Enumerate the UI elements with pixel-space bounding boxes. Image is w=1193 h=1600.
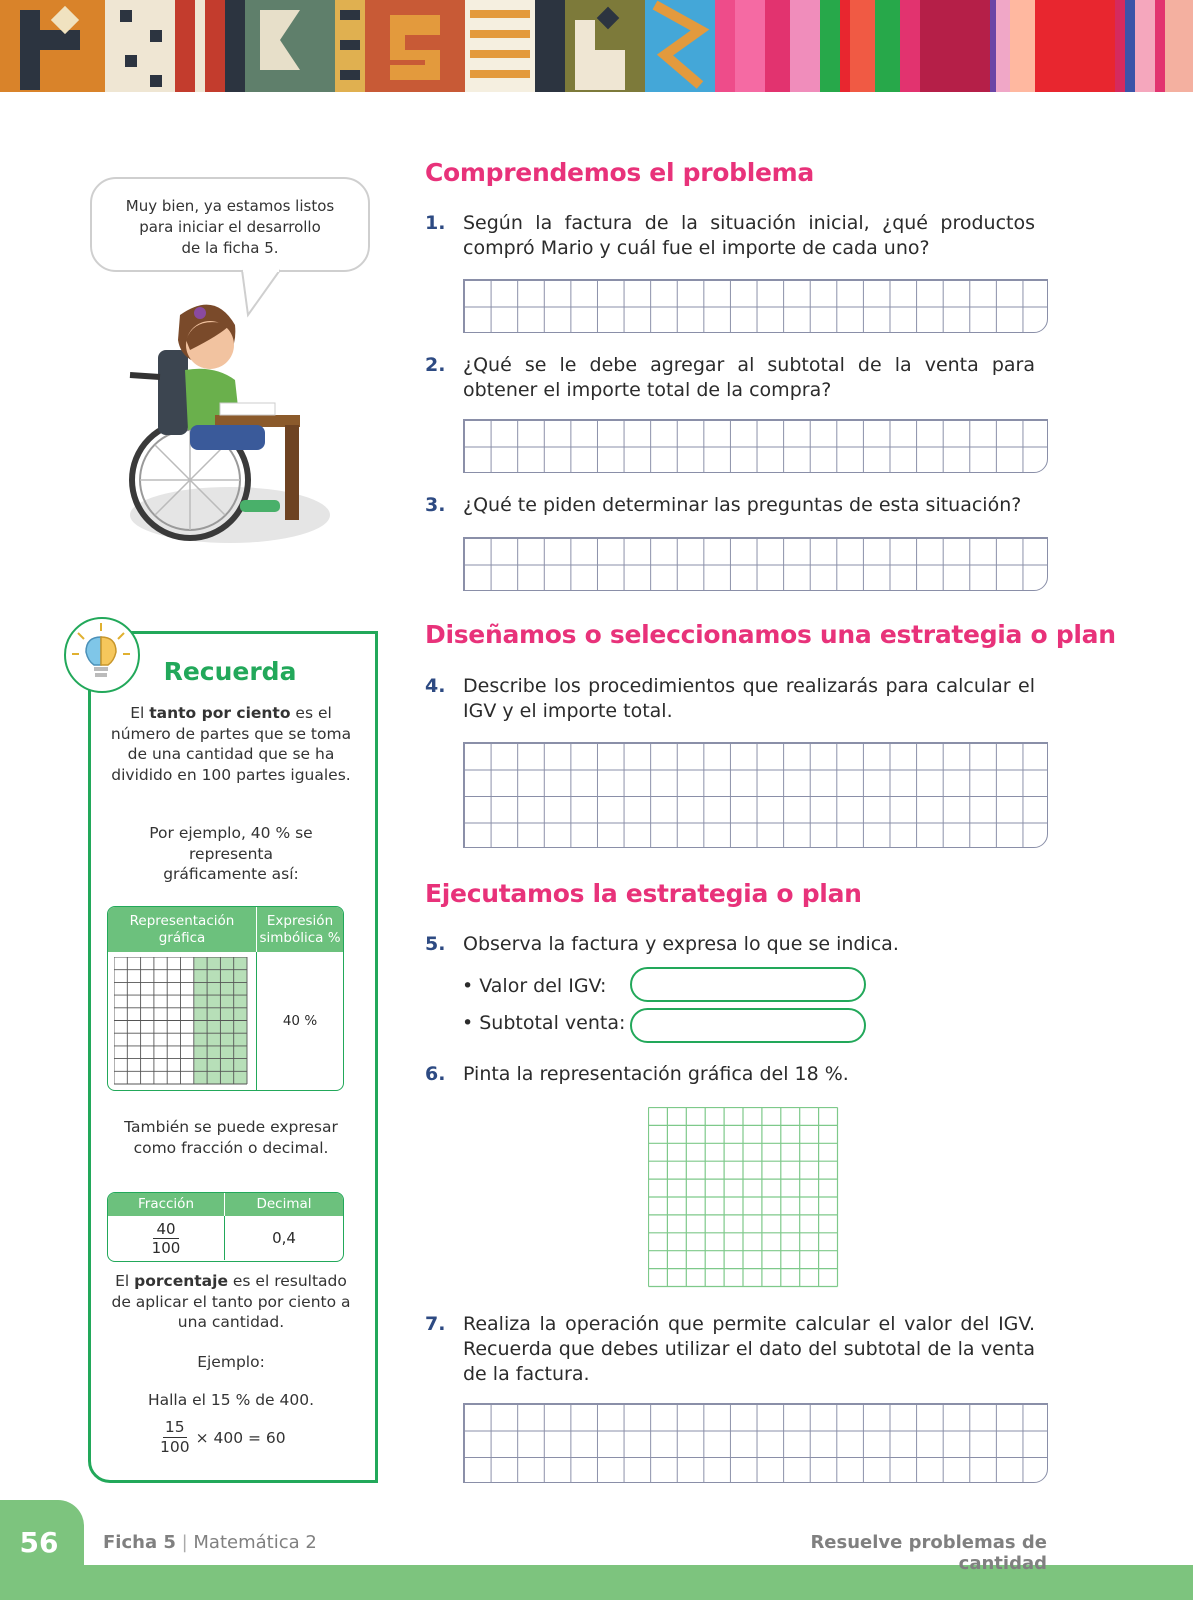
question-text: Según la factura de la situación inicial, ¿qué productos compró Mario y cuál fue el importe de cada uno?	[463, 212, 1035, 259]
question-4	[425, 674, 1035, 724]
question-number: 2.	[425, 354, 446, 376]
table1-col2-header: Expresión simbólica %	[259, 913, 341, 946]
question-text: ¿Qué te piden determinar las preguntas de esta situación?	[463, 494, 1022, 516]
question-text: Pinta la representación gráfica del 18 %.	[463, 1063, 849, 1085]
footer-ficha-label: Ficha 5	[103, 1532, 176, 1553]
p4-bold: porcentaje	[134, 1272, 228, 1290]
answer-grid-2[interactable]	[463, 419, 1048, 473]
footer-subject: Matemática 2	[193, 1532, 317, 1553]
recuerda-paragraph-4	[106, 1271, 356, 1333]
subtotal-input-box[interactable]	[630, 1008, 866, 1043]
question-7	[425, 1312, 1035, 1387]
question-number: 3.	[425, 494, 446, 516]
table2-col2-header: Decimal	[256, 1196, 312, 1212]
bubble-line-3: de la ficha 5.	[181, 239, 279, 257]
question-text: Describe los procedimientos que realizarás para calcular el IGV y el importe total.	[463, 675, 1035, 722]
igv-input-box[interactable]	[630, 967, 866, 1002]
table2-denominator: 100	[151, 1238, 181, 1257]
footer-ficha	[103, 1532, 317, 1553]
table1-col1-header: Representación gráfica	[108, 907, 257, 952]
section-heading-ejecutamos: Ejecutamos la estrategia o plan	[425, 879, 862, 908]
question-number: 6.	[425, 1063, 446, 1085]
p1-bold: tanto por ciento	[149, 704, 291, 722]
recuerda-ejemplo-statement: Halla el 15 % de 400.	[147, 1391, 315, 1409]
question-text: ¿Qué se le debe agregar al subtotal de la venta para obtener el importe total de la compra?	[463, 354, 1035, 401]
p1-post: es el número de partes que se toma de una cantidad que se ha dividido en 100 partes iguales.	[110, 704, 352, 784]
question-text: Realiza la operación que permite calcular el valor del IGV. Recuerda que debes utilizar el dato del subtotal de la venta de la factura.	[463, 1313, 1035, 1385]
girl-wheelchair-illustration	[120, 295, 340, 570]
answer-grid-4[interactable]	[463, 742, 1048, 848]
page-number: 56	[19, 1526, 59, 1559]
question-5	[425, 932, 1035, 957]
p1-pre: El	[130, 704, 150, 722]
question-text: Observa la factura y expresa lo que se indica.	[463, 933, 899, 955]
answer-grid-7[interactable]	[463, 1403, 1048, 1483]
question-1	[425, 211, 1035, 261]
table2-numerator: 40	[153, 1220, 178, 1239]
p4-pre: El	[115, 1272, 135, 1290]
question-2	[425, 353, 1035, 403]
question-number: 7.	[425, 1313, 446, 1335]
question-number: 1.	[425, 212, 446, 234]
p4-post: es el resultado de aplicar el tanto por ciento a una cantidad.	[111, 1272, 351, 1331]
brain-lightbulb-icon	[64, 617, 140, 693]
forty-percent-grid	[114, 957, 248, 1085]
recuerda-paragraph-1	[100, 703, 362, 785]
q5-label-subtotal: • Subtotal venta:	[462, 1012, 626, 1034]
answer-grid-1[interactable]	[463, 279, 1048, 333]
table2-col1-header: Fracción	[108, 1193, 225, 1216]
question-6	[425, 1062, 1035, 1087]
recuerda-paragraph-2: Por ejemplo, 40 % se representa gráficamente así:	[149, 824, 313, 883]
percent-representation-table	[107, 906, 344, 1091]
percent-grid-10x10[interactable]	[648, 1107, 839, 1288]
question-number: 5.	[425, 933, 446, 955]
footer-competency: Resuelve problemas de cantidad	[810, 1532, 1047, 1574]
fraction-decimal-table	[107, 1192, 344, 1262]
example-rest: × 400 = 60	[195, 1428, 286, 1447]
speech-bubble	[90, 177, 370, 272]
question-3	[425, 493, 1035, 518]
recuerda-ejemplo-label: Ejemplo:	[197, 1353, 265, 1371]
example-numerator: 15	[164, 1418, 185, 1436]
bubble-line-1: Muy bien, ya estamos listos	[125, 197, 335, 215]
section-heading-disenamos: Diseñamos o seleccionamos una estrategia o plan	[425, 620, 1116, 649]
bubble-line-2: para iniciar el desarrollo	[139, 218, 321, 236]
answer-grid-3[interactable]	[463, 537, 1048, 591]
recuerda-paragraph-3: También se puede expresar como fracción o decimal.	[124, 1118, 338, 1157]
question-number: 4.	[425, 675, 446, 697]
table1-value: 40 %	[282, 1013, 318, 1029]
table2-decimal: 0,4	[272, 1229, 296, 1247]
recuerda-ejemplo-operation	[160, 1418, 286, 1457]
example-denominator: 100	[160, 1438, 190, 1456]
decorative-textile-banner	[0, 0, 1193, 92]
recuerda-title: Recuerda	[163, 657, 297, 686]
section-heading-comprendemos: Comprendemos el problema	[425, 158, 814, 187]
footer-separator: |	[175, 1532, 194, 1553]
q5-label-igv: • Valor del IGV:	[462, 975, 607, 997]
